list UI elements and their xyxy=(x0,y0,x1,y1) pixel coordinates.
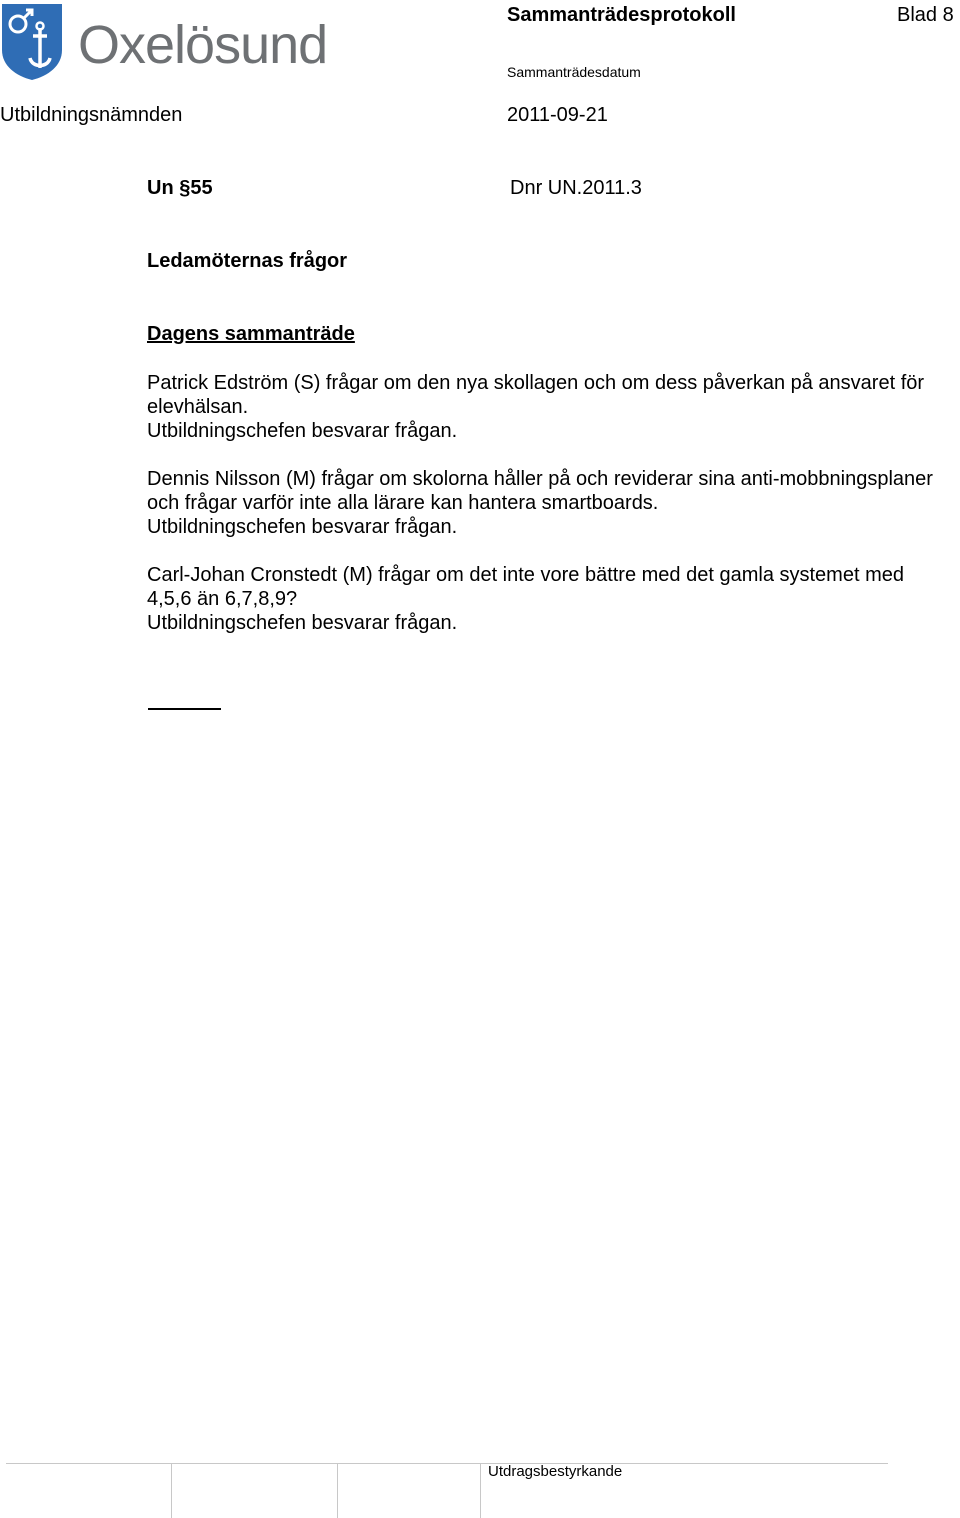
paragraph-number: Un §55 xyxy=(147,177,213,199)
entry-answer: Utbildningschefen besvarar frågan. xyxy=(147,516,458,538)
item-title: Ledamöternas frågor xyxy=(147,250,348,272)
committee-name: Utbildningsnämnden xyxy=(0,104,183,126)
footer-column-divider xyxy=(171,1463,172,1518)
coat-of-arms-icon xyxy=(0,2,64,82)
footer-column-divider xyxy=(337,1463,338,1518)
footer-column-divider xyxy=(480,1463,481,1518)
entry xyxy=(147,563,937,635)
footer-divider xyxy=(6,1463,888,1464)
page-number: Blad 8 xyxy=(897,4,954,26)
section-heading: Dagens sammanträde xyxy=(147,323,355,345)
diary-number: Dnr UN.2011.3 xyxy=(510,177,642,199)
entries-list xyxy=(147,371,937,659)
extract-certification-label: Utdragsbestyrkande xyxy=(488,1463,623,1480)
municipality-logo xyxy=(0,2,345,82)
meeting-date: 2011-09-21 xyxy=(507,104,608,126)
entry-question: Dennis Nilsson (M) frågar om skolorna håller på och reviderar sina anti-mobbningsplaner och frågar varför inte alla lärare kan hantera smartboards. xyxy=(147,468,933,514)
entry xyxy=(147,371,937,443)
entry-question: Patrick Edström (S) frågar om den nya skollagen och om dess påverkan på ansvaret för elevhälsan. xyxy=(147,372,925,418)
meeting-date-label: Sammanträdesdatum xyxy=(507,64,641,80)
document-type: Sammanträdesprotokoll xyxy=(507,4,736,26)
logo-wordmark: Oxelösund xyxy=(78,15,328,75)
entry-answer: Utbildningschefen besvarar frågan. xyxy=(147,612,458,634)
entry-answer: Utbildningschefen besvarar frågan. xyxy=(147,420,458,442)
end-rule xyxy=(148,708,221,710)
entry-question: Carl-Johan Cronstedt (M) frågar om det inte vore bättre med det gamla systemet med 4,5,6 än 6,7,8,9? xyxy=(147,564,904,610)
entry xyxy=(147,467,937,539)
